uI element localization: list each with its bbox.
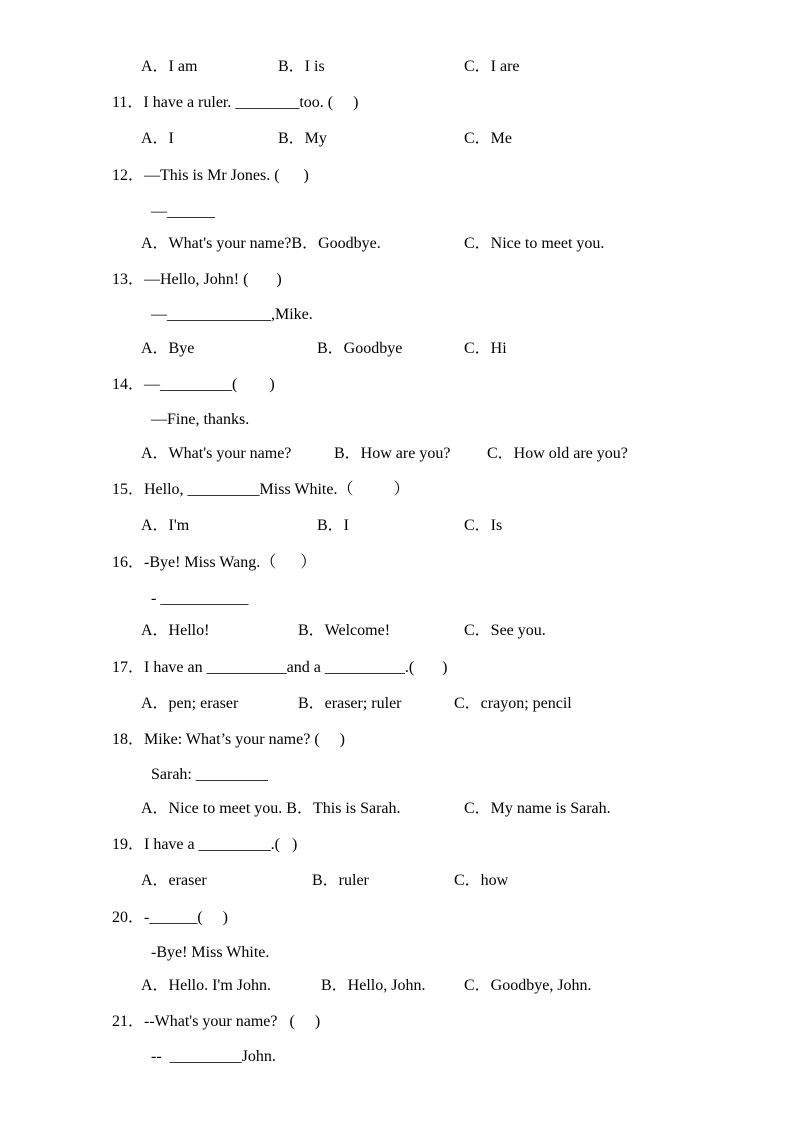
option-b: B．I — [317, 517, 350, 534]
option-a: A．I — [141, 130, 174, 147]
option-a: A．Hello. I'm John. — [141, 977, 271, 994]
option-a: A．What's your name? — [141, 445, 292, 462]
question-15: 15．Hello, _________Miss White.（ ） — [112, 481, 410, 498]
question-18: 18．Mike: What’s your name? ( ) — [112, 731, 345, 748]
question-21: 21．--What's your name? ( ) — [112, 1013, 321, 1030]
question-14: 14．—_________( ) — [112, 376, 275, 393]
response-line: —______ — [151, 203, 215, 220]
option-a: A．Hello! — [141, 622, 210, 639]
question-16: 16．-Bye! Miss Wang.（ ） — [112, 554, 317, 571]
option-c: C．Me — [464, 130, 513, 147]
option-c: C．Nice to meet you. — [464, 235, 605, 252]
option-c: C．I are — [464, 58, 520, 75]
option-b: B．Goodbye — [317, 340, 403, 357]
option-b: B．How are you? — [334, 445, 451, 462]
option-c: C．how — [454, 872, 509, 889]
option-c: C．Hi — [464, 340, 507, 357]
option-a: A．pen; eraser — [141, 695, 239, 712]
option-b: B．My — [278, 130, 327, 147]
option-b: B．eraser; ruler — [298, 695, 402, 712]
question-13: 13．—Hello, John! ( ) — [112, 271, 282, 288]
option-b: B．Welcome! — [298, 622, 391, 639]
question-19: 19．I have a _________.( ) — [112, 836, 298, 853]
option-a: A．eraser — [141, 872, 207, 889]
question-11: 11．I have a ruler. ________too. ( ) — [112, 94, 359, 111]
option-c: C．See you. — [464, 622, 546, 639]
option-b: B．Hello, John. — [321, 977, 426, 994]
option-b: B．I is — [278, 58, 325, 75]
option-a: A．I'm — [141, 517, 190, 534]
response-line: -Bye! Miss White. — [151, 944, 270, 961]
option-a: A．Nice to meet you. B．This is Sarah. — [141, 800, 401, 817]
option-c: C．Is — [464, 517, 503, 534]
option-a: A．Bye — [141, 340, 195, 357]
response-line: —Fine, thanks. — [151, 411, 250, 428]
option-c: C．How old are you? — [487, 445, 628, 462]
response-line: -- _________John. — [151, 1048, 276, 1065]
option-a: A．What's your name?B．Goodbye. — [141, 235, 381, 252]
response-line: - ___________ — [151, 590, 249, 607]
response-line: Sarah: _________ — [151, 766, 268, 783]
option-c: C．My name is Sarah. — [464, 800, 611, 817]
option-c: C．Goodbye, John. — [464, 977, 592, 994]
response-line: —_____________,Mike. — [151, 306, 313, 323]
question-17: 17．I have an __________and a __________.( ) — [112, 659, 448, 676]
option-c: C．crayon; pencil — [454, 695, 572, 712]
option-b: B．ruler — [312, 872, 369, 889]
question-12: 12．—This is Mr Jones. ( ) — [112, 167, 309, 184]
question-20: 20．-______( ) — [112, 909, 228, 926]
option-a: A．I am — [141, 58, 198, 75]
